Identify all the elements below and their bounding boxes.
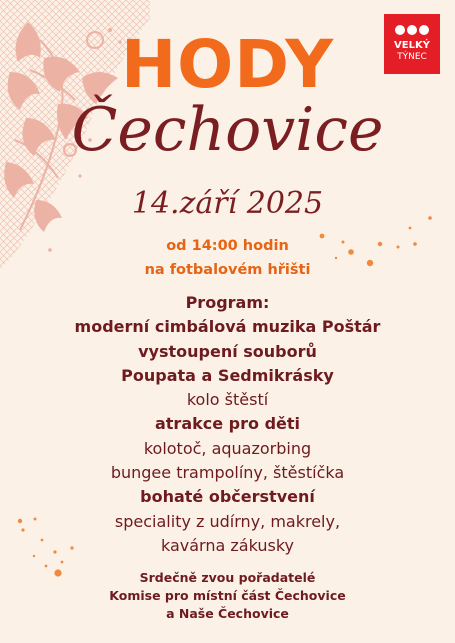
program-item: kavárna zákusky: [160, 535, 294, 555]
program-header: Program:: [185, 293, 270, 312]
organizers: [0, 569, 455, 623]
event-venue: na fotbalovém hřišti: [144, 262, 311, 278]
program-item: vystoupení souborů: [138, 341, 317, 361]
organizers-invite: Srdečně zvou pořadatelé: [139, 570, 316, 585]
organizers-association: a Naše Čechovice: [166, 606, 289, 621]
title-main: HODY: [120, 26, 335, 103]
program-item: bungee trampolíny, štěstíčka: [110, 463, 345, 483]
program-item: kolotoč, aquazorbing: [143, 438, 312, 458]
event-time: od 14:00 hodin: [166, 238, 289, 254]
program-item: Poupata a Sedmikrásky: [121, 365, 334, 385]
program-list: [0, 291, 455, 558]
event-when: [0, 234, 455, 282]
organizers-commission: Komise pro místní část Čechovice: [109, 588, 346, 603]
program-item: kolo štěstí: [186, 390, 269, 410]
program-item: atrakce pro děti: [154, 414, 301, 434]
title-place: Čechovice: [71, 95, 384, 165]
logo-line-2: TÝNEC: [397, 52, 427, 62]
program-item: moderní cimbálová muzika Poštár: [74, 317, 381, 337]
program-item: speciality z udírny, makrely,: [114, 511, 341, 531]
logo-line-1: VELKÝ: [394, 40, 430, 51]
program-item: bohaté občerstvení: [140, 487, 315, 507]
event-date: 14.září 2025: [131, 186, 324, 221]
